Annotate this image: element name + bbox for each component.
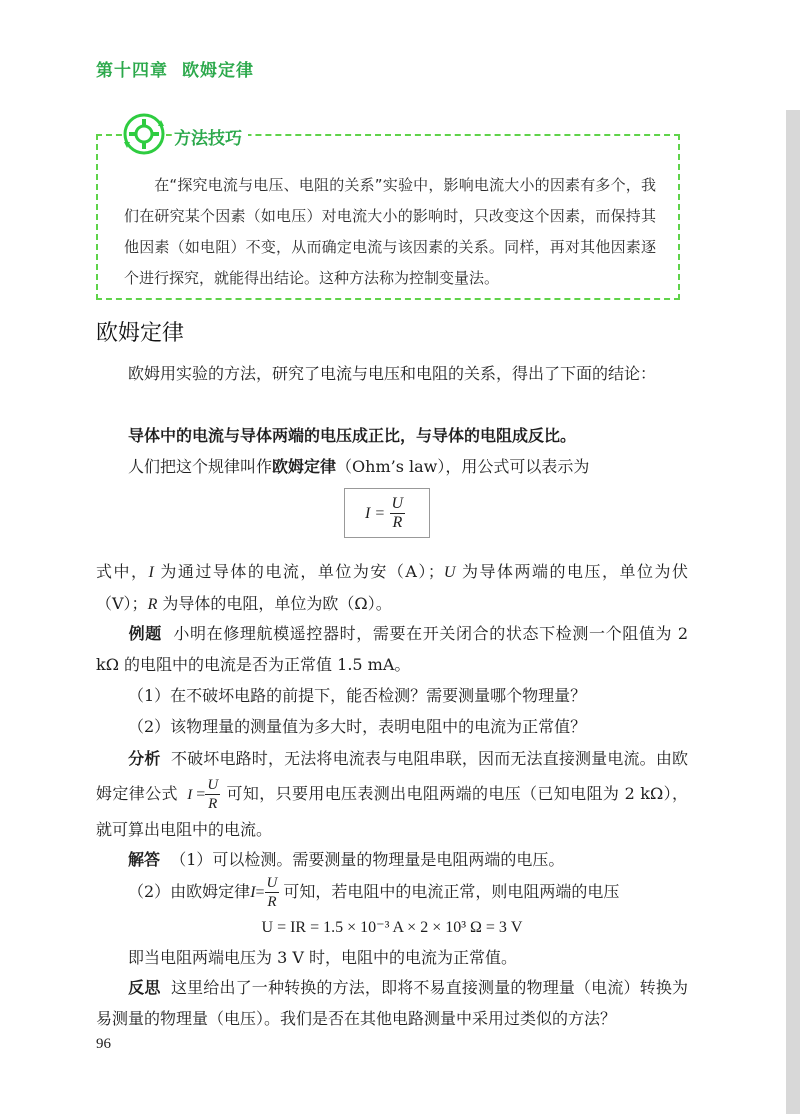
ohms-law-formula [344,488,430,538]
answer-formula-fraction [265,874,280,911]
formula-equals: = [375,505,385,522]
analysis-formula-lhs: I [187,786,193,803]
calculation-text: U = IR = 1.5 × 10⁻³ A × 2 × 10³ Ω = 3 V [261,919,523,936]
example-text: 小明在修理航模遥控器时，需要在开关闭合的状态下检测一个阻值为 2 kΩ 的电阻中的电流是否为正常值 1.5 mA。 [96,624,688,674]
answer-formula-denominator: R [267,894,277,910]
question-2-text: （2）该物理量的测量值为多大时，表明电阻中的电流为正常值？ [128,717,587,736]
method-box-title: 方法技巧 [172,124,248,149]
law-text: 导体中的电流与导体两端的电压成正比，与导体的电阻成反比。 [128,426,577,445]
page-edge-strip [786,110,800,1114]
answer-conclusion [96,942,688,973]
answer-1-text: （1）可以检测。需要测量的物理量是电阻两端的电压。 [170,850,565,869]
running-header [96,56,268,81]
definition-paragraph [96,556,688,620]
analysis-text-1: 不破坏电路时，无法将电流表与电阻串联，因而无法直接测量电流。由欧姆定律公式 [96,749,688,803]
chapter-title: 欧姆定律 [182,61,254,81]
law-name-pre: 人们把这个规律叫作 [128,457,273,476]
answer-2-post: 可知，若电阻中的电流正常，则电阻两端的电压 [283,882,620,901]
example-paragraph [96,618,688,680]
law-name: 欧姆定律 [272,457,337,476]
analysis-text-2: 可知，只要用电压表测出电阻两端的电压（已知电阻为 2 kΩ），就可算出电阻中的电流。 [96,784,688,839]
reflection-paragraph [96,972,688,1034]
def-text-3: 为导体两端的电压，单位为伏（V）； [96,562,688,613]
answer-paragraph-2 [96,874,688,911]
analysis-label: 分析 [128,749,161,768]
analysis-formula-numerator: U [207,777,219,793]
formula-lhs: I [365,505,371,522]
analysis-formula-fraction [205,776,220,813]
example-question-2 [96,711,688,742]
example-label: 例题 [128,624,162,643]
method-paragraph: 在“探究电流与电压、电阻的关系”实验中，影响电流大小的因素有多个，我们在研究某个因素（如电压）对电流大小的影响时，只改变这个因素，而保持其他因素（如电阻）不变，从而确定电流与该因素的关系。同样，再对其他因素逐个进行探究，就能得出结论。这种方法称为控制变量法。 [124,176,656,287]
law-name-post: （Ohm’s law），用公式可以表示为 [336,457,590,476]
def-text-4: 为导体的电阻，单位为欧（Ω）。 [157,594,392,613]
formula-denominator: R [392,514,403,531]
answer-formula-numerator: U [266,875,278,891]
law-name-paragraph [96,451,688,482]
question-1-text: （1）在不破坏电路的前提下，能否检测？需要测量哪个物理量？ [128,686,587,705]
intro-text: 欧姆用实验的方法，研究了电流与电压和电阻的关系，得出了下面的结论： [128,364,657,383]
gear-arrows-icon [122,112,166,156]
analysis-formula [187,778,192,812]
def-symbol-r: R [147,596,158,613]
conclusion-text: 即当电阻两端电压为 3 V 时，电阻中的电流为正常值。 [128,948,517,967]
intro-paragraph [96,358,688,389]
section-heading: 欧姆定律 [96,321,185,346]
calculation-line [96,912,688,943]
reflection-label: 反思 [128,978,161,997]
analysis-paragraph [96,742,688,847]
analysis-formula-denominator: R [208,796,218,812]
answer-formula-equals: = [255,884,265,901]
answer-paragraph-1 [96,844,688,875]
def-symbol-i: I [148,564,154,581]
answer-2-pre: （2）由欧姆定律 [128,882,251,901]
law-statement [96,420,688,451]
def-symbol-u: U [443,564,456,581]
answer-label: 解答 [128,850,161,869]
chapter-number: 第十四章 [96,61,168,81]
def-text-2: 为通过导体的电流，单位为安（A）； [153,562,444,581]
def-text-1: 式中， [96,562,149,581]
method-box-text [124,170,656,294]
page-number: 96 [96,1036,111,1052]
example-question-1 [96,680,688,711]
reflection-text: 这里给出了一种转换的方法，即将不易直接测量的物理量（电流）转换为易测量的物理量（电压）。我们是否在其他电路测量中采用过类似的方法？ [96,978,688,1028]
answer-formula-lhs: I [250,884,256,901]
formula-fraction [390,495,406,532]
analysis-formula-equals: = [196,786,206,803]
formula-numerator: U [391,495,404,512]
